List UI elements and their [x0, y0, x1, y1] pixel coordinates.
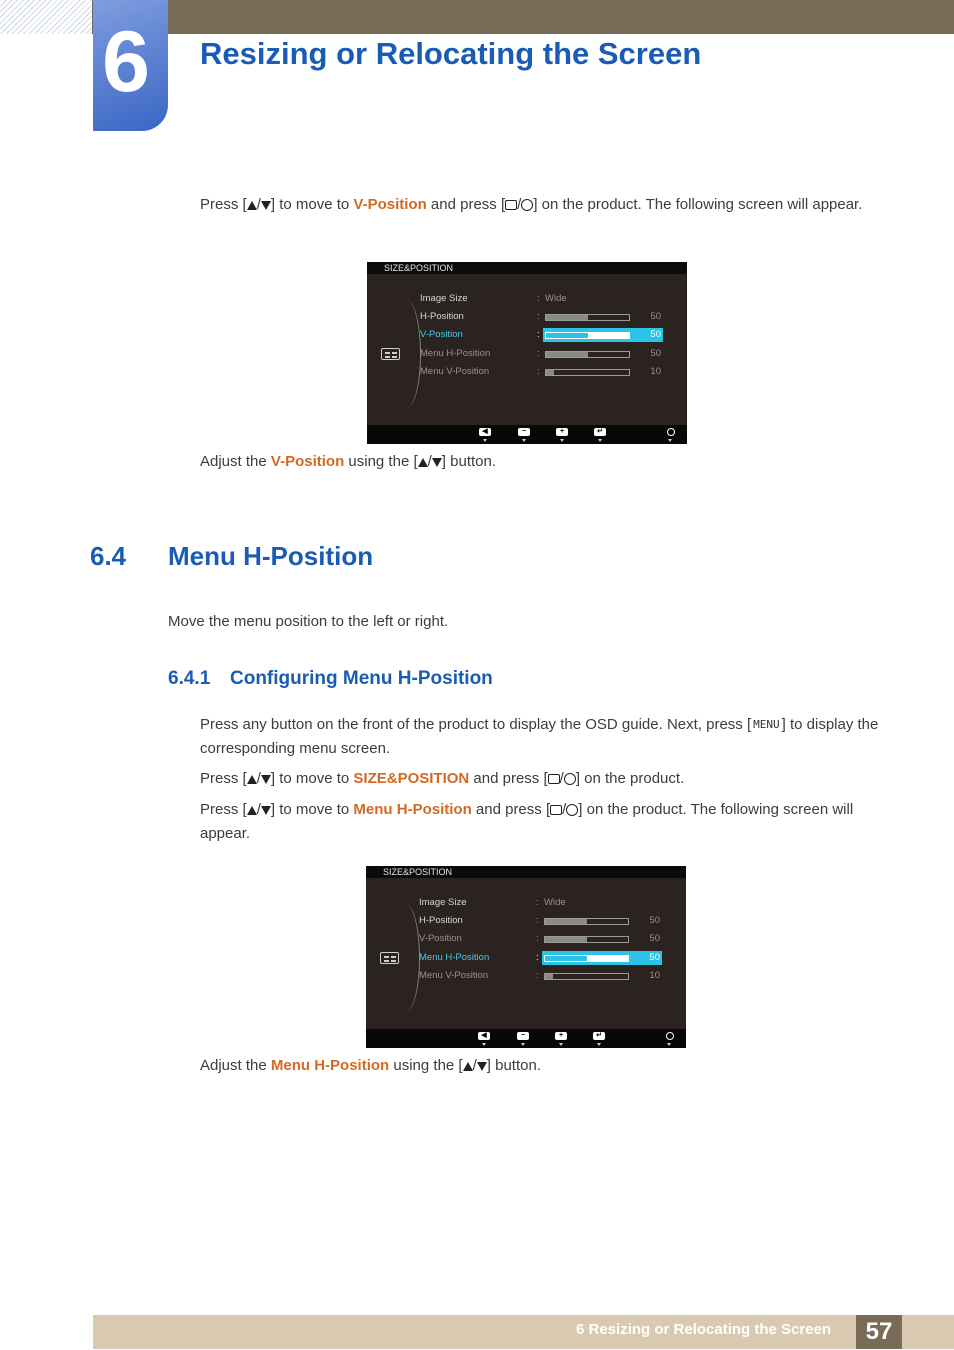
down-arrow-icon	[261, 201, 271, 210]
osd-slider-fill	[546, 333, 588, 338]
osd-colon: :	[537, 329, 540, 340]
up-down-keys-icon: /	[463, 1054, 487, 1078]
minus-button-icon: −	[518, 428, 530, 436]
chevron-down-icon	[482, 1043, 486, 1046]
osd-row-label: H-Position	[420, 311, 464, 322]
osd-colon: :	[537, 366, 540, 377]
up-arrow-icon	[463, 1062, 473, 1071]
osd-row	[367, 365, 687, 379]
header-bar	[92, 0, 954, 34]
enter-key-icon	[566, 804, 578, 816]
source-key-icon	[505, 200, 517, 210]
highlight-term: V-Position	[353, 196, 427, 213]
osd-screen-v-position	[367, 262, 687, 444]
highlight-term: SIZE&POSITION	[353, 770, 470, 787]
osd-slider-fill	[545, 937, 587, 942]
menu-hpos-step-paragraph	[200, 798, 890, 846]
osd-slider-fill	[545, 956, 587, 961]
up-arrow-icon	[418, 458, 428, 467]
osd-header: SIZE&POSITION	[366, 866, 686, 878]
source-enter-keys-icon: /	[505, 193, 533, 217]
chapter-title: Resizing or Relocating the Screen	[200, 36, 702, 71]
osd-slider-bar	[544, 918, 629, 925]
osd-row-value: 50	[650, 348, 661, 359]
text-fragment: Press [	[200, 770, 247, 787]
corner-hatch-pattern	[0, 0, 92, 34]
up-down-keys-icon: /	[247, 193, 271, 217]
osd-row-value: 10	[650, 366, 661, 377]
text-fragment: ] to move to	[270, 196, 354, 213]
osd-row-value: 10	[649, 970, 660, 981]
chevron-down-icon	[559, 1043, 563, 1046]
highlight-term: Menu H-Position	[270, 1057, 390, 1074]
page-number: 57	[856, 1315, 902, 1349]
osd-row-value: 50	[649, 915, 660, 926]
text-fragment: ] to move to	[270, 770, 354, 787]
text-fragment: ] to display the corresponding menu screen.	[200, 716, 879, 757]
source-key-icon	[548, 774, 560, 784]
vpos-step-paragraph	[200, 193, 880, 217]
section-heading	[90, 541, 373, 572]
osd-colon: :	[536, 897, 539, 908]
osd-row-label: Menu V-Position	[419, 970, 489, 981]
osd-row	[367, 328, 687, 342]
osd-slider-bar	[544, 955, 629, 962]
osd-row	[367, 310, 687, 324]
down-arrow-icon	[261, 775, 271, 784]
osd-row-value: 50	[649, 952, 660, 963]
osd-slider-bar	[545, 369, 630, 376]
text-fragment: ] to move to	[270, 801, 354, 818]
text-fragment: ] on the product.	[575, 770, 685, 787]
down-arrow-icon	[477, 1062, 487, 1071]
chapter-number: 6	[102, 14, 150, 110]
text-fragment: ] button.	[441, 453, 497, 470]
osd-slider-bar	[545, 314, 630, 321]
text-fragment: Press [	[200, 196, 247, 213]
osd-slider-bar	[545, 332, 630, 339]
text-fragment: Adjust the	[200, 453, 271, 470]
osd-row-label: Menu H-Position	[420, 348, 491, 359]
osd-colon: :	[536, 915, 539, 926]
section-intro: Move the menu position to the left or right.	[168, 613, 449, 630]
subsection-title: Configuring Menu H-Position	[230, 668, 493, 689]
left-button-icon: ◀	[479, 428, 491, 436]
minus-button-icon: −	[517, 1032, 529, 1040]
chevron-down-icon	[668, 439, 672, 442]
osd-colon: :	[537, 311, 540, 322]
osd-colon: :	[536, 933, 539, 944]
osd-button-guide	[367, 425, 687, 444]
text-fragment: ] button.	[486, 1057, 541, 1074]
chevron-down-icon	[521, 1043, 525, 1046]
enter-button-icon: ↵	[594, 428, 606, 436]
osd-row-text-value: Wide	[544, 897, 566, 908]
up-arrow-icon	[247, 806, 257, 815]
source-enter-keys-icon: /	[548, 767, 576, 791]
osd-colon: :	[537, 348, 540, 359]
enter-key-icon	[564, 773, 576, 785]
chevron-down-icon	[483, 439, 487, 442]
osd-slider-fill	[546, 370, 554, 375]
osd-row	[366, 951, 686, 965]
up-arrow-icon	[247, 201, 257, 210]
power-icon	[667, 428, 675, 436]
osd-row-label: Menu V-Position	[420, 366, 490, 377]
osd-slider-fill	[546, 352, 588, 357]
osd-row-label: V-Position	[419, 933, 462, 944]
text-fragment: and press [	[471, 801, 551, 818]
enter-button-icon: ↵	[593, 1032, 605, 1040]
footer-chapter-title: 6 Resizing or Relocating the Screen	[576, 1321, 832, 1338]
text-fragment: ] on the product. The following screen will appear.	[533, 196, 863, 213]
up-down-keys-icon: /	[247, 767, 271, 791]
text-fragment: ] on the product. The following screen will appear.	[200, 801, 854, 843]
osd-slider-fill	[546, 315, 588, 320]
osd-row-value: 50	[650, 329, 661, 340]
down-arrow-icon	[432, 458, 442, 467]
chevron-down-icon	[560, 439, 564, 442]
menu-open-paragraph	[200, 713, 890, 761]
size-position-step-paragraph	[200, 767, 890, 791]
osd-row	[366, 896, 686, 910]
osd-slider-bar	[544, 973, 629, 980]
up-down-keys-icon: /	[247, 798, 271, 822]
up-arrow-icon	[247, 775, 257, 784]
plus-button-icon: +	[555, 1032, 567, 1040]
osd-colon: :	[536, 970, 539, 981]
osd-row-label: V-Position	[420, 329, 463, 340]
osd-slider-fill	[545, 919, 587, 924]
text-fragment: Adjust the	[200, 1057, 271, 1074]
osd-row-text-value: Wide	[545, 293, 567, 304]
osd-row	[366, 932, 686, 946]
osd-slider-bar	[544, 936, 629, 943]
osd-colon: :	[536, 952, 539, 963]
chevron-down-icon	[597, 1043, 601, 1046]
section-title: Menu H-Position	[168, 541, 374, 571]
power-icon	[666, 1032, 674, 1040]
subsection-heading	[168, 668, 493, 690]
chapter-badge	[93, 0, 168, 131]
osd-row-value: 50	[650, 311, 661, 322]
menu-key-label: MENU	[753, 718, 780, 731]
enter-key-icon	[521, 199, 533, 211]
section-number: 6.4	[90, 541, 127, 571]
left-button-icon: ◀	[478, 1032, 490, 1040]
text-fragment: and press [	[426, 196, 506, 213]
highlight-term: Menu H-Position	[353, 801, 472, 818]
down-arrow-icon	[261, 806, 271, 815]
plus-button-icon: +	[556, 428, 568, 436]
osd-screen-menu-h-position	[366, 866, 686, 1048]
osd-row-label: Image Size	[419, 897, 467, 908]
osd-header: SIZE&POSITION	[367, 262, 687, 274]
text-fragment: and press [	[469, 770, 548, 787]
vpos-adjust-paragraph	[200, 450, 880, 474]
text-fragment: using the [	[344, 453, 418, 470]
osd-row-label: Image Size	[420, 293, 468, 304]
osd-row	[367, 292, 687, 306]
osd-row	[366, 914, 686, 928]
text-fragment: using the [	[389, 1057, 463, 1074]
osd-row	[367, 347, 687, 361]
subsection-number: 6.4.1	[168, 668, 211, 689]
source-key-icon	[550, 805, 562, 815]
osd-row-label: Menu H-Position	[419, 952, 490, 963]
source-enter-keys-icon: /	[550, 798, 578, 822]
chevron-down-icon	[667, 1043, 671, 1046]
osd-colon: :	[537, 293, 540, 304]
osd-row	[366, 969, 686, 983]
osd-slider-fill	[545, 974, 553, 979]
chevron-down-icon	[598, 439, 602, 442]
text-fragment: Press any button on the front of the product to display the OSD guide. Next, press [	[200, 716, 752, 733]
osd-button-guide	[366, 1029, 686, 1048]
osd-row-label: H-Position	[419, 915, 463, 926]
menu-hpos-adjust-paragraph	[200, 1054, 880, 1078]
osd-row-value: 50	[649, 933, 660, 944]
osd-slider-bar	[545, 351, 630, 358]
text-fragment: Press [	[200, 801, 247, 818]
highlight-term: V-Position	[270, 453, 345, 470]
chevron-down-icon	[522, 439, 526, 442]
up-down-keys-icon: /	[418, 450, 442, 474]
